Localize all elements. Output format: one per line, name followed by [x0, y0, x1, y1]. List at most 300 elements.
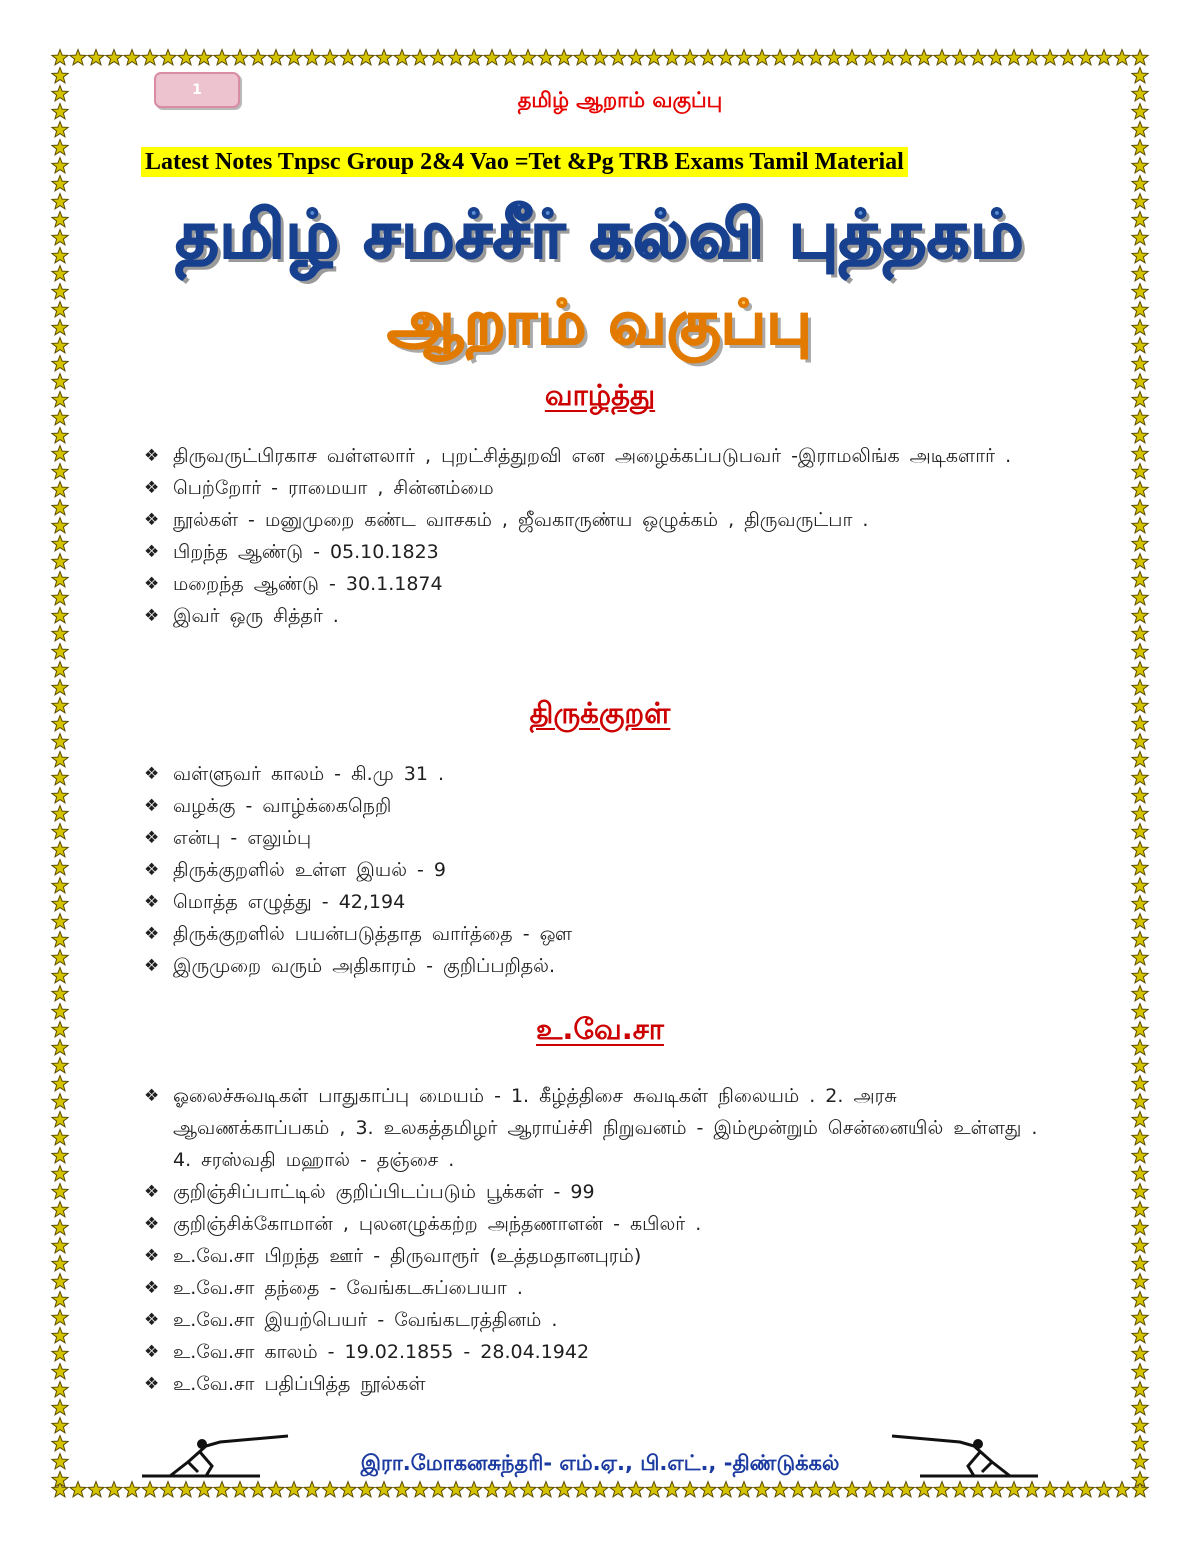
border-star-icon: [970, 50, 986, 65]
border-star-icon: [250, 1482, 266, 1497]
border-star-icon: [52, 1094, 68, 1109]
diamond-bullet-icon: ❖: [144, 446, 160, 466]
border-star-icon: [844, 50, 860, 65]
border-star-icon: [52, 608, 68, 623]
border-star-icon: [52, 1040, 68, 1055]
border-star-icon: [574, 1482, 590, 1497]
section-heading-vazhthu: வாழ்த்து: [544, 378, 656, 412]
border-star-icon: [52, 1202, 68, 1217]
border-star-icon: [52, 1058, 68, 1073]
border-star-icon: [862, 50, 878, 65]
border-star-icon: [1132, 1400, 1148, 1415]
list-item: ❖ வள்ளுவர் காலம் - கி.மு 31 .: [144, 758, 1044, 790]
border-star-icon: [448, 1482, 464, 1497]
border-star-icon: [1132, 1418, 1148, 1433]
border-star-icon: [610, 1482, 626, 1497]
border-star-icon: [520, 1482, 536, 1497]
diamond-bullet-icon: ❖: [144, 542, 160, 562]
border-star-icon: [1132, 1040, 1148, 1055]
border-star-icon: [52, 1382, 68, 1397]
border-star-icon: [646, 50, 662, 65]
border-star-icon: [52, 1220, 68, 1235]
border-star-icon: [340, 50, 356, 65]
border-star-icon: [52, 1004, 68, 1019]
border-star-icon: [304, 1482, 320, 1497]
border-star-icon: [430, 50, 446, 65]
border-star-icon: [1132, 788, 1148, 803]
diamond-bullet-icon: ❖: [144, 1374, 160, 1394]
border-star-icon: [52, 140, 68, 155]
border-star-icon: [1132, 1328, 1148, 1343]
border-star-icon: [376, 1482, 392, 1497]
border-star-icon: [88, 50, 104, 65]
border-star-icon: [52, 698, 68, 713]
border-star-icon: [1132, 176, 1148, 191]
border-star-icon: [52, 1364, 68, 1379]
border-star-icon: [214, 50, 230, 65]
border-star-icon: [52, 752, 68, 767]
border-star-icon: [232, 50, 248, 65]
border-star-icon: [52, 266, 68, 281]
border-star-icon: [1132, 158, 1148, 173]
border-star-icon: [934, 50, 950, 65]
border-star-icon: [394, 50, 410, 65]
border-star-icon: [250, 50, 266, 65]
border-star-icon: [286, 50, 302, 65]
border-star-icon: [754, 1482, 770, 1497]
border-star-icon: [52, 986, 68, 1001]
border-star-icon: [52, 122, 68, 137]
border-star-icon: [790, 1482, 806, 1497]
border-star-icon: [898, 1482, 914, 1497]
border-star-icon: [1132, 1004, 1148, 1019]
border-star-icon: [376, 50, 392, 65]
diamond-bullet-icon: ❖: [144, 510, 160, 530]
diamond-bullet-icon: ❖: [144, 574, 160, 594]
diamond-bullet-icon: ❖: [144, 606, 160, 626]
border-star-icon: [52, 806, 68, 821]
border-star-icon: [52, 842, 68, 857]
border-star-icon: [754, 50, 770, 65]
border-star-icon: [52, 1238, 68, 1253]
border-star-icon: [736, 1482, 752, 1497]
border-star-icon: [1132, 230, 1148, 245]
border-star-icon: [52, 248, 68, 263]
border-star-icon: [1024, 50, 1040, 65]
border-star-icon: [52, 410, 68, 425]
border-star-icon: [664, 1482, 680, 1497]
border-star-icon: [52, 50, 68, 65]
fencer-left-icon: [140, 1432, 290, 1480]
border-star-icon: [1132, 806, 1148, 821]
border-star-icon: [484, 1482, 500, 1497]
border-star-icon: [52, 860, 68, 875]
border-star-icon: [1132, 338, 1148, 353]
border-star-icon: [538, 1482, 554, 1497]
border-star-icon: [1132, 140, 1148, 155]
border-star-icon: [412, 50, 428, 65]
border-star-icon: [52, 590, 68, 605]
border-star-icon: [772, 50, 788, 65]
border-star-icon: [358, 1482, 374, 1497]
border-star-icon: [52, 734, 68, 749]
border-star-icon: [1132, 464, 1148, 479]
border-star-icon: [1132, 950, 1148, 965]
border-star-icon: [52, 1436, 68, 1451]
border-star-icon: [1132, 1112, 1148, 1127]
border-star-icon: [718, 50, 734, 65]
border-star-icon: [52, 824, 68, 839]
border-star-icon: [1114, 1482, 1130, 1497]
border-star-icon: [1132, 500, 1148, 515]
border-star-icon: [412, 1482, 428, 1497]
border-star-icon: [1078, 1482, 1094, 1497]
border-star-icon: [628, 1482, 644, 1497]
border-star-icon: [1132, 590, 1148, 605]
list-item: ❖ உ.வே.சா பிறந்த ஊர் - திருவாரூர் (உத்தமதானபுரம்): [144, 1240, 1044, 1272]
border-star-icon: [538, 50, 554, 65]
border-star-icon: [106, 50, 122, 65]
border-star-icon: [1132, 716, 1148, 731]
border-star-icon: [1006, 1482, 1022, 1497]
border-star-icon: [286, 1482, 302, 1497]
border-star-icon: [988, 50, 1004, 65]
border-star-icon: [916, 1482, 932, 1497]
border-star-icon: [1024, 1482, 1040, 1497]
list-item: ❖ திருக்குறளில் உள்ள இயல் - 9: [144, 854, 1044, 886]
list-item: ❖ ஓலைச்சுவடிகள் பாதுகாப்பு மையம் - 1. கீழ்த்திசை சுவடிகள் நிலையம் . 2. அரசு ஆவணக்காப்பகம் , 3. உலகத்தமிழர் ஆராய்ச்சி நிறுவனம் - இம்மூன்றும் சென்னையில் உள்ளது . 4. சரஸ்வதி மஹால் - தஞ்சை .: [144, 1080, 1044, 1176]
section-list-u-ve-sa: [144, 1080, 1044, 1400]
diamond-bullet-icon: ❖: [144, 1278, 160, 1298]
border-star-icon: [1132, 122, 1148, 137]
list-item: ❖ இருமுறை வரும் அதிகாரம் - குறிப்பறிதல்.: [144, 950, 1044, 982]
border-star-icon: [52, 1076, 68, 1091]
border-star-icon: [52, 1310, 68, 1325]
border-star-icon: [52, 716, 68, 731]
border-star-icon: [52, 1418, 68, 1433]
border-star-icon: [1132, 824, 1148, 839]
page-number: 1: [192, 82, 202, 98]
border-star-icon: [1132, 410, 1148, 425]
list-item: ❖ திருக்குறளில் பயன்படுத்தாத வார்த்தை - ஔ: [144, 918, 1044, 950]
border-star-icon: [934, 1482, 950, 1497]
border-star-icon: [1132, 644, 1148, 659]
border-star-icon: [1006, 50, 1022, 65]
border-star-icon: [736, 50, 752, 65]
border-star-icon: [52, 518, 68, 533]
border-star-icon: [52, 878, 68, 893]
border-star-icon: [52, 158, 68, 173]
border-star-icon: [448, 50, 464, 65]
fencer-right-icon: [890, 1432, 1040, 1480]
border-star-icon: [1132, 1202, 1148, 1217]
border-star-icon: [502, 50, 518, 65]
border-star-icon: [52, 374, 68, 389]
border-star-icon: [610, 50, 626, 65]
border-star-icon: [52, 1400, 68, 1415]
diamond-bullet-icon: ❖: [144, 764, 160, 784]
border-star-icon: [1132, 1022, 1148, 1037]
border-star-icon: [1132, 518, 1148, 533]
border-star-icon: [52, 896, 68, 911]
border-star-icon: [1132, 1346, 1148, 1361]
border-star-icon: [52, 212, 68, 227]
border-star-icon: [322, 1482, 338, 1497]
border-star-icon: [52, 1148, 68, 1163]
border-star-icon: [88, 1482, 104, 1497]
list-item: ❖ நூல்கள் - மனுமுறை கண்ட வாசகம் , ஜீவகாருண்ய ஒழுக்கம் , திருவருட்பா .: [144, 504, 1044, 536]
border-star-icon: [952, 1482, 968, 1497]
border-star-icon: [178, 50, 194, 65]
border-star-icon: [1132, 86, 1148, 101]
border-star-icon: [1132, 1058, 1148, 1073]
border-star-icon: [304, 50, 320, 65]
border-star-icon: [592, 1482, 608, 1497]
diamond-bullet-icon: ❖: [144, 478, 160, 498]
border-star-icon: [52, 644, 68, 659]
border-star-icon: [1132, 626, 1148, 641]
border-star-icon: [52, 1274, 68, 1289]
diamond-bullet-icon: ❖: [144, 924, 160, 944]
diamond-bullet-icon: ❖: [144, 1310, 160, 1330]
border-star-icon: [52, 770, 68, 785]
border-star-icon: [1132, 572, 1148, 587]
border-star-icon: [52, 284, 68, 299]
list-item: ❖ பிறந்த ஆண்டு - 05.10.1823: [144, 536, 1044, 568]
list-item: ❖ உ.வே.சா தந்தை - வேங்கடசுப்பையா .: [144, 1272, 1044, 1304]
border-star-icon: [52, 1022, 68, 1037]
diamond-bullet-icon: ❖: [144, 1086, 160, 1106]
border-star-icon: [1132, 1094, 1148, 1109]
border-star-icon: [1132, 1292, 1148, 1307]
list-item: ❖ உ.வே.சா காலம் - 19.02.1855 - 28.04.1942: [144, 1336, 1044, 1368]
border-star-icon: [52, 338, 68, 353]
border-star-icon: [1132, 302, 1148, 317]
border-star-icon: [1132, 1382, 1148, 1397]
border-star-icon: [718, 1482, 734, 1497]
border-star-icon: [772, 1482, 788, 1497]
border-star-icon: [1132, 356, 1148, 371]
border-star-icon: [1060, 50, 1076, 65]
border-star-icon: [682, 50, 698, 65]
border-star-icon: [1132, 1130, 1148, 1145]
border-star-icon: [1132, 536, 1148, 551]
border-star-icon: [1132, 1310, 1148, 1325]
border-star-icon: [1132, 842, 1148, 857]
border-star-icon: [1132, 1184, 1148, 1199]
border-star-icon: [1132, 1454, 1148, 1469]
border-star-icon: [142, 50, 158, 65]
border-star-icon: [1132, 50, 1148, 65]
border-star-icon: [430, 1482, 446, 1497]
list-item: ❖ உ.வே.சா பதிப்பித்த நூல்கள்: [144, 1368, 1044, 1400]
border-star-icon: [52, 788, 68, 803]
border-star-icon: [52, 1292, 68, 1307]
border-star-icon: [1132, 446, 1148, 461]
border-star-icon: [880, 50, 896, 65]
border-star-icon: [1132, 698, 1148, 713]
border-star-icon: [1132, 608, 1148, 623]
border-star-icon: [1132, 320, 1148, 335]
border-star-icon: [1132, 1256, 1148, 1271]
border-star-icon: [52, 230, 68, 245]
border-star-icon: [340, 1482, 356, 1497]
border-star-icon: [1132, 266, 1148, 281]
border-star-icon: [826, 50, 842, 65]
border-star-icon: [592, 50, 608, 65]
list-item: ❖ மறைந்த ஆண்டு - 30.1.1874: [144, 568, 1044, 600]
list-item: ❖ என்பு - எலும்பு: [144, 822, 1044, 854]
border-star-icon: [1114, 50, 1130, 65]
border-star-icon: [1132, 428, 1148, 443]
list-item: ❖ குறிஞ்சிக்கோமான் , புலனழுக்கற்ற அந்தணாளன் - கபிலர் .: [144, 1208, 1044, 1240]
border-star-icon: [52, 1454, 68, 1469]
border-star-icon: [1060, 1482, 1076, 1497]
border-star-icon: [214, 1482, 230, 1497]
border-star-icon: [1132, 734, 1148, 749]
border-star-icon: [70, 1482, 86, 1497]
border-star-icon: [52, 68, 68, 83]
border-star-icon: [160, 50, 176, 65]
border-star-icon: [142, 1482, 158, 1497]
border-star-icon: [988, 1482, 1004, 1497]
border-star-icon: [664, 50, 680, 65]
border-star-icon: [52, 968, 68, 983]
border-star-icon: [1132, 662, 1148, 677]
border-star-icon: [124, 50, 140, 65]
border-star-icon: [628, 50, 644, 65]
border-star-icon: [1132, 1238, 1148, 1253]
border-star-icon: [844, 1482, 860, 1497]
border-star-icon: [52, 1346, 68, 1361]
border-star-icon: [52, 446, 68, 461]
border-star-icon: [1132, 392, 1148, 407]
border-star-icon: [1132, 374, 1148, 389]
border-star-icon: [52, 1130, 68, 1145]
border-star-icon: [880, 1482, 896, 1497]
border-star-icon: [808, 1482, 824, 1497]
border-star-icon: [268, 1482, 284, 1497]
border-star-icon: [52, 176, 68, 191]
border-star-icon: [682, 1482, 698, 1497]
list-item: ❖ குறிஞ்சிப்பாட்டில் குறிப்பிடப்படும் பூக்கள் - 99: [144, 1176, 1044, 1208]
border-star-icon: [52, 194, 68, 209]
border-star-icon: [574, 50, 590, 65]
border-star-icon: [1132, 932, 1148, 947]
border-star-icon: [790, 50, 806, 65]
border-star-icon: [1132, 1076, 1148, 1091]
border-star-icon: [862, 1482, 878, 1497]
border-star-icon: [700, 1482, 716, 1497]
footer-author: இரா.மோகனசுந்தரி- எம்.ஏ., பி.எட்., -திண்டுக்கல்: [360, 1451, 840, 1475]
border-star-icon: [466, 1482, 482, 1497]
border-star-icon: [1132, 284, 1148, 299]
border-star-icon: [394, 1482, 410, 1497]
border-star-icon: [52, 482, 68, 497]
border-star-icon: [916, 50, 932, 65]
border-star-icon: [1132, 554, 1148, 569]
list-item: ❖ உ.வே.சா இயற்பெயர் - வேங்கடரத்தினம் .: [144, 1304, 1044, 1336]
border-star-icon: [52, 572, 68, 587]
diamond-bullet-icon: ❖: [144, 1182, 160, 1202]
border-star-icon: [1132, 212, 1148, 227]
border-star-icon: [1132, 986, 1148, 1001]
border-star-icon: [106, 1482, 122, 1497]
border-star-icon: [1132, 1166, 1148, 1181]
border-star-icon: [520, 50, 536, 65]
border-star-icon: [1132, 248, 1148, 263]
border-star-icon: [484, 50, 500, 65]
list-item: ❖ இவர் ஒரு சித்தர் .: [144, 600, 1044, 632]
border-star-icon: [556, 1482, 572, 1497]
section-list-thirukkural: [144, 758, 1044, 982]
diamond-bullet-icon: ❖: [144, 1246, 160, 1266]
border-star-icon: [52, 662, 68, 677]
border-star-icon: [700, 50, 716, 65]
section-heading-u-ve-sa: உ.வே.சா: [536, 1012, 664, 1046]
diamond-bullet-icon: ❖: [144, 828, 160, 848]
border-star-icon: [1042, 50, 1058, 65]
border-star-icon: [52, 464, 68, 479]
diamond-bullet-icon: ❖: [144, 892, 160, 912]
border-star-icon: [196, 50, 212, 65]
header-title: தமிழ் ஆறாம் வகுப்பு: [517, 88, 723, 112]
border-star-icon: [160, 1482, 176, 1497]
border-star-icon: [52, 1112, 68, 1127]
border-star-icon: [1096, 1482, 1112, 1497]
border-star-icon: [1132, 104, 1148, 119]
border-star-icon: [1132, 914, 1148, 929]
border-star-icon: [52, 914, 68, 929]
border-star-icon: [52, 680, 68, 695]
diamond-bullet-icon: ❖: [144, 1342, 160, 1362]
border-star-icon: [1132, 878, 1148, 893]
border-star-icon: [1132, 68, 1148, 83]
border-star-icon: [52, 1166, 68, 1181]
border-star-icon: [52, 392, 68, 407]
border-star-icon: [124, 1482, 140, 1497]
border-star-icon: [502, 1482, 518, 1497]
border-star-icon: [52, 428, 68, 443]
border-star-icon: [1132, 860, 1148, 875]
border-star-icon: [970, 1482, 986, 1497]
border-star-icon: [52, 302, 68, 317]
border-star-icon: [646, 1482, 662, 1497]
border-star-icon: [1132, 1148, 1148, 1163]
page-number-badge: [154, 72, 240, 108]
border-star-icon: [826, 1482, 842, 1497]
border-star-icon: [1132, 968, 1148, 983]
title-line-2: ஆறாம் வகுப்பு: [387, 288, 813, 358]
border-star-icon: [1096, 50, 1112, 65]
diamond-bullet-icon: ❖: [144, 796, 160, 816]
border-star-icon: [1132, 752, 1148, 767]
section-list-vazhthu: [144, 440, 1044, 632]
border-star-icon: [1078, 50, 1094, 65]
border-star-icon: [196, 1482, 212, 1497]
border-star-icon: [466, 50, 482, 65]
border-star-icon: [52, 626, 68, 641]
section-heading-thirukkural: திருக்குறள்: [529, 696, 671, 730]
border-star-icon: [1132, 194, 1148, 209]
border-star-icon: [52, 554, 68, 569]
border-star-icon: [1132, 1220, 1148, 1235]
border-star-icon: [1042, 1482, 1058, 1497]
list-item: ❖ மொத்த எழுத்து - 42,194: [144, 886, 1044, 918]
border-star-icon: [358, 50, 374, 65]
border-star-icon: [1132, 770, 1148, 785]
title-line-1: தமிழ் சமச்சீர் கல்வி புத்தகம்: [175, 196, 1025, 273]
